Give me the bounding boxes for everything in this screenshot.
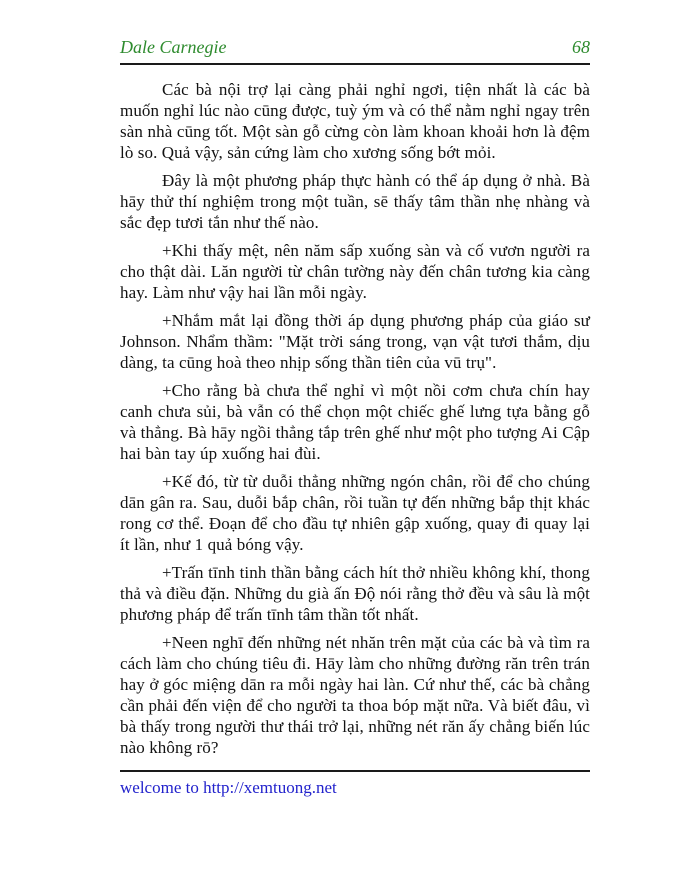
header-page-number: 68 bbox=[572, 37, 590, 57]
paragraph: +Khi thấy mệt, nên năm sấp xuống sàn và cố vươn người ra cho thật dài. Lăn người từ chân tường này đến chân tương kia càng hay. Làm như vậy hai lần mỗi ngày. bbox=[120, 240, 590, 302]
page-content bbox=[120, 38, 590, 765]
page-header bbox=[120, 38, 590, 65]
paragraph: +Cho rằng bà chưa thể nghỉ vì một nồi cơm chưa chín hay canh chưa sủi, bà vẫn có thể chọn một chiếc ghế lưng tựa bằng gỗ và thẳng. Bà hāy ngồi thẳng tắp trên ghế như một pho tượng Ai Cập hai bàn tay úp xuống hai đùi. bbox=[120, 380, 590, 463]
paragraph: Đây là một phương pháp thực hành có thể áp dụng ở nhà. Bà hāy thử thí nghiệm trong một tuần, sē thấy tâm thần nhẹ nhàng và sắc đẹp tươi tắn như thế nào. bbox=[120, 170, 590, 232]
paragraph: +Nhắm mắt lại đồng thời áp dụng phương pháp của giáo sư Johnson. Nhẩm thầm: "Mặt trời sáng trong, vạn vật tươi thắm, dịu dàng, ta cūng hoà theo nhịp sống thần tiên của vū trụ". bbox=[120, 310, 590, 372]
footer-website-link[interactable]: welcome to http://xemtuong.net bbox=[120, 778, 337, 797]
header-author: Dale Carnegie bbox=[120, 37, 227, 57]
paragraph: +Kế đó, từ từ duỗi thẳng những ngón chân, rồi để cho chúng dān gân ra. Sau, duỗi bắp chân, rồi tuần tự đến những bắp thịt khác rong cơ thể. Đoạn để cho đầu tự nhiên gập xuống, quay đi quay lại ít lần, như 1 quả bóng vậy. bbox=[120, 471, 590, 554]
page-footer bbox=[120, 770, 590, 798]
paragraph: +Neen nghī đến những nét nhăn trên mặt của các bà và tìm ra cách làm cho chúng tiêu đi. Hāy làm cho những đường răn trên trán hay ở góc miệng dān ra mỗi ngày hai làn. Cứ như thế, các bà chẳng cần phải đến viện để cho người ta thoa bóp mặt nữa. Và biết đâu, vì bà thấy trong người thư thái trở lại, những nét răn ấy chẳng biến lúc nào không rō? bbox=[120, 632, 590, 757]
paragraph: +Trấn tīnh tinh thần bằng cách hít thở nhiều không khí, thong thả và điều đặn. Những du già ấn Độ nói rằng thở đều và sâu là một phương pháp để trấn tīnh tâm thần tốt nhất. bbox=[120, 562, 590, 624]
paragraph: Các bà nội trợ lại càng phải nghỉ ngơi, tiện nhất là các bà muốn nghỉ lúc nào cūng được, tuỳ ým và có thể nằm nghỉ ngay trên sàn nhà cūng tốt. Một sàn gỗ cừng còn làm khoan khoải hơn là đệm lò so. Quả vậy, sản cứng làm cho xương sống bớt mỏi. bbox=[120, 79, 590, 162]
body-text bbox=[120, 79, 590, 758]
